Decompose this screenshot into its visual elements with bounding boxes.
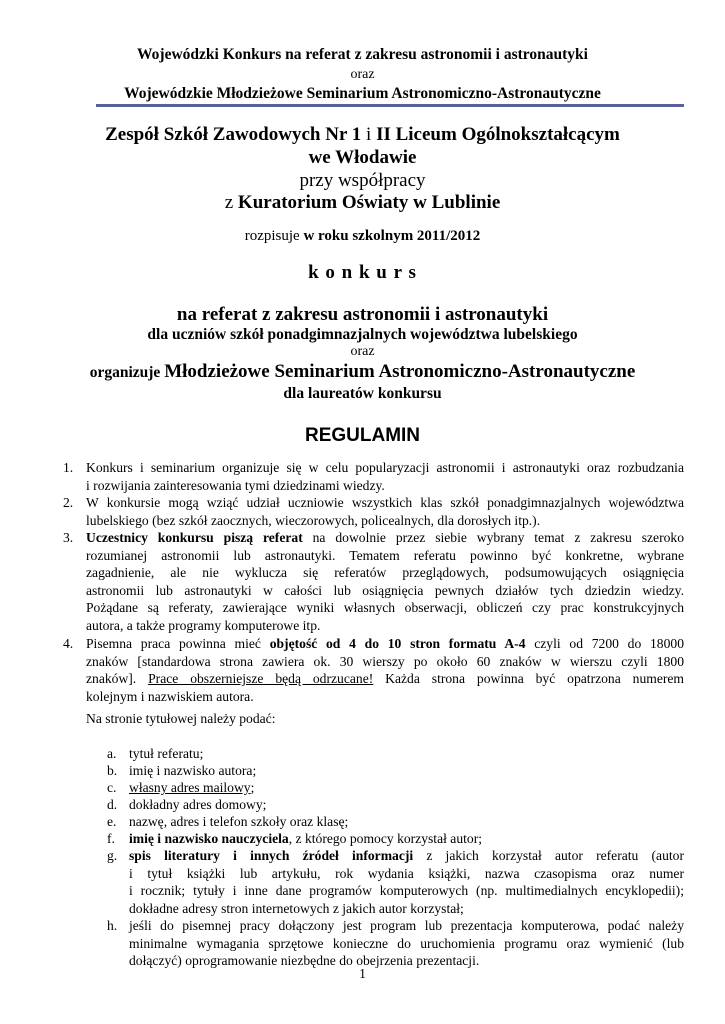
rule-number: 3.	[63, 530, 74, 545]
header-oraz: oraz	[350, 67, 375, 82]
page-number: 1	[359, 966, 366, 981]
list-letter: e.	[107, 814, 117, 829]
regulamin-heading: REGULAMIN	[304, 425, 421, 446]
list-item: dokładny adres domowy;	[129, 797, 267, 812]
cooperation: przy współpracy	[299, 170, 426, 191]
list-item: tytuł referatu;	[129, 746, 204, 761]
school-name: Zespół Szkół Zawodowych Nr 1 i II Liceum Ogólnokształcącym	[105, 124, 620, 145]
list-item: imię i nazwisko nauczyciela, z którego pomocy korzystał autor;	[129, 831, 482, 846]
list-letter: a.	[107, 746, 117, 761]
rule-1: Konkurs i seminarium organizuje się w celu popularyzacji astronomii i astronautyki oraz rozbudzania i rozwijania zainteresowania tymi dziedzinami wiedzy.	[86, 460, 684, 493]
seminar-title: Wojewódzkie Młodzieżowe Seminarium Astronomiczno-Astronautyczne	[124, 85, 601, 102]
list-letter: b.	[107, 763, 118, 778]
laureates-line: dla laureatów konkursu	[283, 385, 442, 402]
rule-number: 4.	[63, 636, 74, 651]
kuratorium: z Kuratorium Oświaty w Lublinie	[224, 192, 501, 213]
seminar-line: organizuje Młodzieżowe Seminarium Astronomiczno-Astronautyczne	[89, 361, 636, 382]
list-item: nazwę, adres i telefon szkoły oraz klasę;	[129, 814, 349, 829]
header-rule	[96, 104, 684, 107]
rule-number: 2.	[63, 495, 74, 510]
school-year: rozpisuje w roku szkolnym 2011/2012	[244, 228, 481, 244]
rule-4: Pisemna praca powinna mieć objętość od 4 do 10 stron formatu A-4 czyli od 7200 do 18000 znaków [standardowa strona zawiera ok. 30 wierszy po około 60 znaków w wierszu czyli 1800 znaków]. Prace obszerniejsze będą odrzucane! Każda strona powinna być opatrzona numerem kolejnym i nazwiskiem autora.	[86, 636, 684, 704]
list-item: własny adres mailowy;	[129, 780, 255, 795]
contest-title: Wojewódzki Konkurs na referat z zakresu astronomii i astronautyki	[137, 46, 588, 63]
title-page-intro: Na stronie tytułowej należy podać:	[86, 711, 276, 726]
subject-oraz: oraz	[350, 344, 375, 359]
rule-number: 1.	[63, 460, 74, 475]
list-letter: d.	[107, 797, 118, 812]
list-item: imię i nazwisko autora;	[129, 763, 257, 778]
list-item: spis literatury i innych źródeł informacji z jakich korzystał autor referatu (autor i tytuł książki lub artykułu, rok wydania książki, nazwa czasopisma oraz numer i rocznik; tytuły i inne dane programów komputerowych (np. multimedialnych encyklopedii); dokładne adresy stron internetowych z jakich autor korzystał;	[129, 848, 684, 916]
list-letter: g.	[107, 848, 118, 863]
list-letter: c.	[107, 780, 117, 795]
list-letter: h.	[107, 918, 118, 933]
list-item: jeśli do pisemnej pracy dołączony jest program lub prezentacja komputerowa, podać należy minimalne wymagania sprzętowe konieczne do uruchomienia programu oraz wymienić (lub dołączyć) oprogramowanie niezbędne do obejrzenia prezentacji.	[129, 918, 684, 969]
subject-title: na referat z zakresu astronomii i astronautyki	[176, 304, 549, 325]
subject-audience: dla uczniów szkół ponadgimnazjalnych województwa lubelskiego	[147, 326, 578, 343]
konkurs-heading: k o n k u r s	[308, 262, 417, 283]
rule-3: Uczestnicy konkursu piszą referat na dowolnie przez siebie wybrany temat z zakresu szeroko rozumianej astronomii lub astronautyki. Tematem referatu powinno być konkretne, wybrane zagadnienie, ale nie wyklucza się referatów przeglądowych, podsumowujących osiągnięcia astronomii lub astronautyki w całości lub osiągnięcia pewnych działów tych dziedzin wiedzy. Pożądane są referaty, zawierające wyniki własnych obserwacji, obliczeń czy prac konstrukcyjnych autora, a także programy komputerowe itp.	[86, 530, 684, 633]
list-letter: f.	[107, 831, 115, 846]
school-city: we Włodawie	[308, 147, 417, 168]
rule-2: W konkursie mogą wziąć udział uczniowie wszystkich klas szkół ponadgimnazjalnych województwa lubelskiego (bez szkół zaocznych, wieczorowych, policealnych, dla dorosłych itp.).	[86, 495, 684, 528]
